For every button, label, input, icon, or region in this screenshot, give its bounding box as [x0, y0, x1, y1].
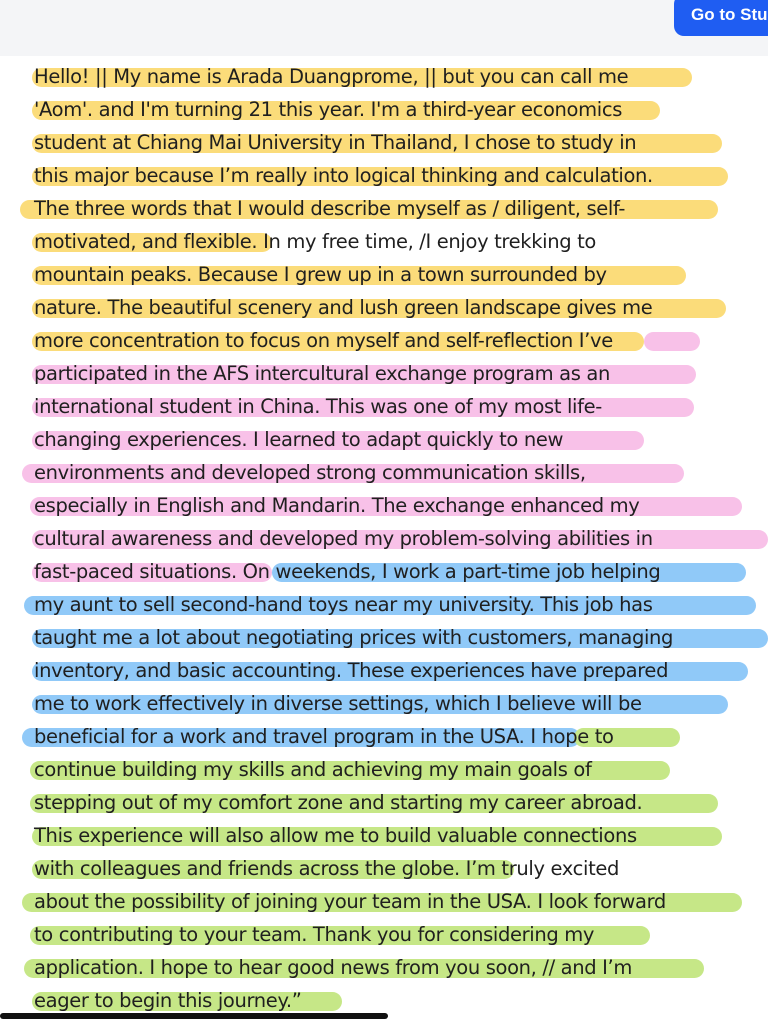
top-bar	[0, 0, 768, 56]
text-line	[34, 423, 768, 456]
home-indicator	[0, 1013, 388, 1019]
text-line	[34, 456, 768, 489]
text-line	[34, 291, 768, 324]
text-line	[34, 720, 768, 753]
line-text: about the possibility of joining your team in the USA. I look forward	[34, 890, 666, 913]
line-text: nature. The beautiful scenery and lush green landscape gives me	[34, 296, 653, 319]
text-line	[34, 60, 768, 93]
text-line	[34, 324, 768, 357]
line-text: changing experiences. I learned to adapt quickly to new	[34, 428, 564, 451]
line-text: especially in English and Mandarin. The exchange enhanced my	[34, 494, 640, 517]
line-text: beneficial for a work and travel program in the USA. I hope to	[34, 725, 614, 748]
text-line	[34, 753, 768, 786]
line-text: cultural awareness and developed my problem-solving abilities in	[34, 527, 653, 550]
line-text: more concentration to focus on myself and self-reflection I’ve	[34, 329, 613, 352]
go-to-study-button[interactable]: Go to Stu	[674, 0, 768, 36]
text-line	[34, 390, 768, 423]
text-line	[34, 522, 768, 555]
line-text: international student in China. This was one of my most life-	[34, 395, 602, 418]
line-text: environments and developed strong communication skills,	[34, 461, 586, 484]
line-text: fast-paced situations. On weekends, I work a part-time job helping	[34, 560, 661, 583]
text-line	[34, 786, 768, 819]
text-line	[34, 852, 768, 885]
line-text: with colleagues and friends across the globe. I’m truly excited	[34, 857, 620, 880]
text-line	[34, 555, 768, 588]
text-line	[34, 588, 768, 621]
highlighted-paragraph	[34, 60, 768, 1017]
text-line	[34, 126, 768, 159]
line-text: 'Aom'. and I'm turning 21 this year. I'm a third-year economics	[34, 98, 623, 121]
text-line	[34, 225, 768, 258]
line-text: The three words that I would describe myself as / diligent, self-	[34, 197, 626, 220]
line-text: application. I hope to hear good news from you soon, // and I’m	[34, 956, 633, 979]
line-text: Hello! || My name is Arada Duangprome, || but you can call me	[34, 65, 629, 88]
text-line	[34, 489, 768, 522]
text-line	[34, 93, 768, 126]
text-line	[34, 885, 768, 918]
text-line	[34, 258, 768, 291]
text-line	[34, 357, 768, 390]
text-line	[34, 159, 768, 192]
line-text: taught me a lot about negotiating prices with customers, managing	[34, 626, 674, 649]
line-text: continue building my skills and achieving my main goals of	[34, 758, 592, 781]
line-text: this major because I’m really into logical thinking and calculation.	[34, 164, 653, 187]
line-text: stepping out of my comfort zone and starting my career abroad.	[34, 791, 643, 814]
text-line	[34, 687, 768, 720]
text-line	[34, 819, 768, 852]
line-text: student at Chiang Mai University in Thailand, I chose to study in	[34, 131, 637, 154]
text-line	[34, 192, 768, 225]
line-text: me to work effectively in diverse settings, which I believe will be	[34, 692, 642, 715]
text-line	[34, 951, 768, 984]
line-text: inventory, and basic accounting. These experiences have prepared	[34, 659, 669, 682]
text-line	[34, 918, 768, 951]
line-text: This experience will also allow me to build valuable connections	[34, 824, 637, 847]
line-text: to contributing to your team. Thank you for considering my	[34, 923, 595, 946]
line-text: my aunt to sell second-hand toys near my university. This job has	[34, 593, 653, 616]
text-line	[34, 654, 768, 687]
line-text: participated in the AFS intercultural exchange program as an	[34, 362, 611, 385]
line-text: mountain peaks. Because I grew up in a town surrounded by	[34, 263, 607, 286]
line-text: motivated, and flexible. In my free time, /I enjoy trekking to	[34, 230, 597, 253]
text-line	[34, 621, 768, 654]
line-text: eager to begin this journey.”	[34, 989, 302, 1012]
